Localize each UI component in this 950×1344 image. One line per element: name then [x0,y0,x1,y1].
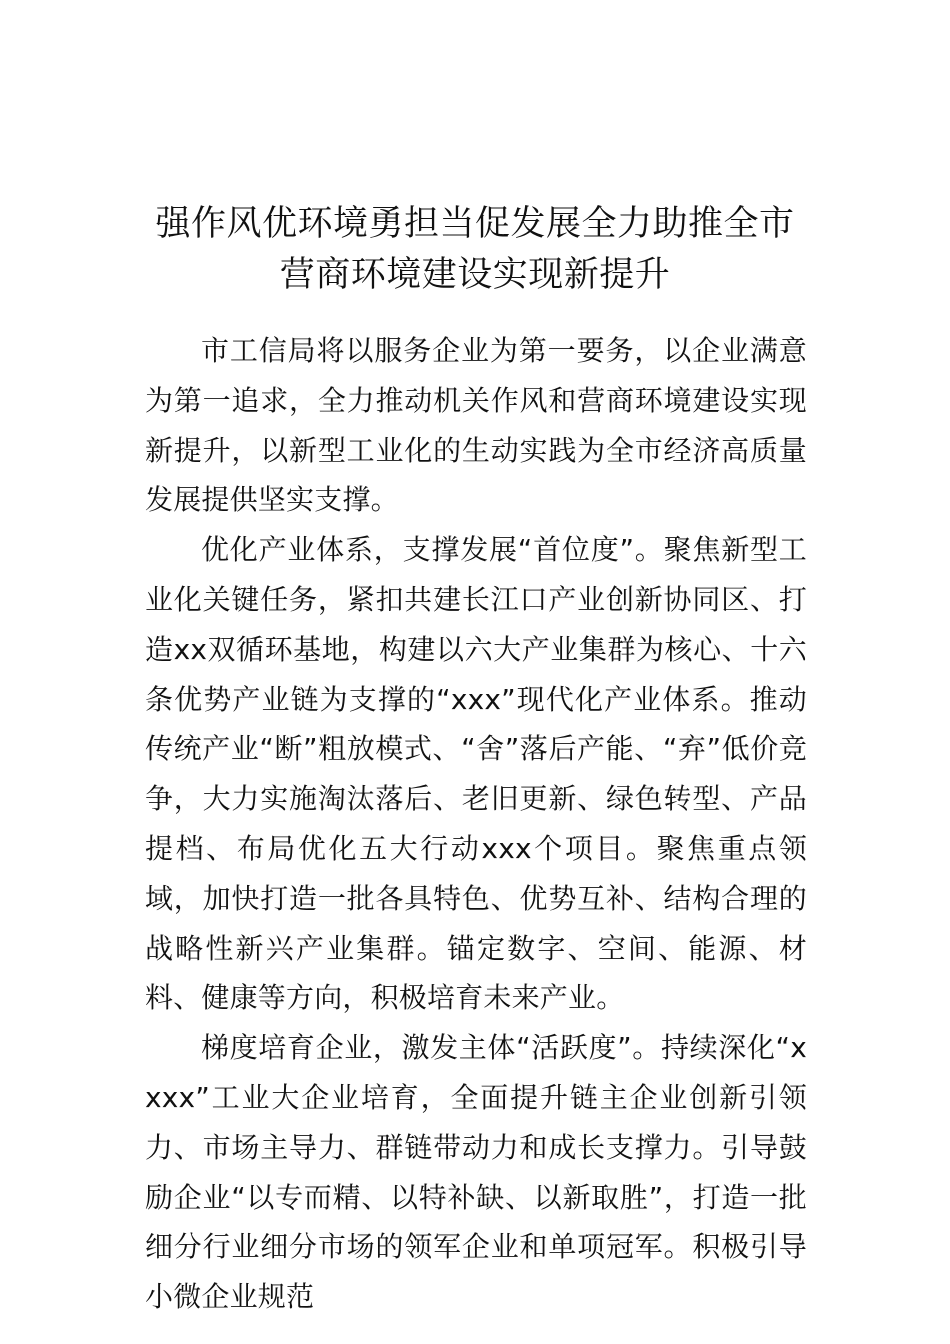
paragraph-industrial-system: 优化产业体系，支撑发展“首位度”。聚焦新型工业化关键任务，紧扣共建长江口产业创新协同区、打造xx双循环基地，构建以六大产业集群为核心、十六条优势产业链为支撑的“xxx”现代化产业体系。推动传统产业“断”粗放模式、“舍”落后产能、“弃”低价竞争，大力实施淘汰落后、老旧更新、绿色转型、产品提档、布局优化五大行动xxx个项目。聚焦重点领域，加快打造一批各具特色、优势互补、结构合理的战略性新兴产业集群。锚定数字、空间、能源、材料、健康等方向，积极培育未来产业。 [145,533,807,1015]
document-title: 强作风优环境勇担当促发展全力助推全市营商环境建设实现新提升 [155,204,795,296]
paragraph-enterprise-cultivation: 梯度培育企业，激发主体“活跃度”。持续深化“xxxx”工业大企业培育，全面提升链主企业创新引领力、市场主导力、群链带动力和成长支撑力。引导鼓励企业“以专而精、以特补缺、以新取胜”，打造一批细分行业细分市场的领军企业和单项冠军。积极引导小微企业规范 [145,1031,807,1314]
paragraph-intro: 市工信局将以服务企业为第一要务，以企业满意为第一追求，全力推动机关作风和营商环境建设实现新提升，以新型工业化的生动实践为全市经济高质量发展提供坚实支撑。 [145,334,807,517]
document-body [145,326,807,1322]
